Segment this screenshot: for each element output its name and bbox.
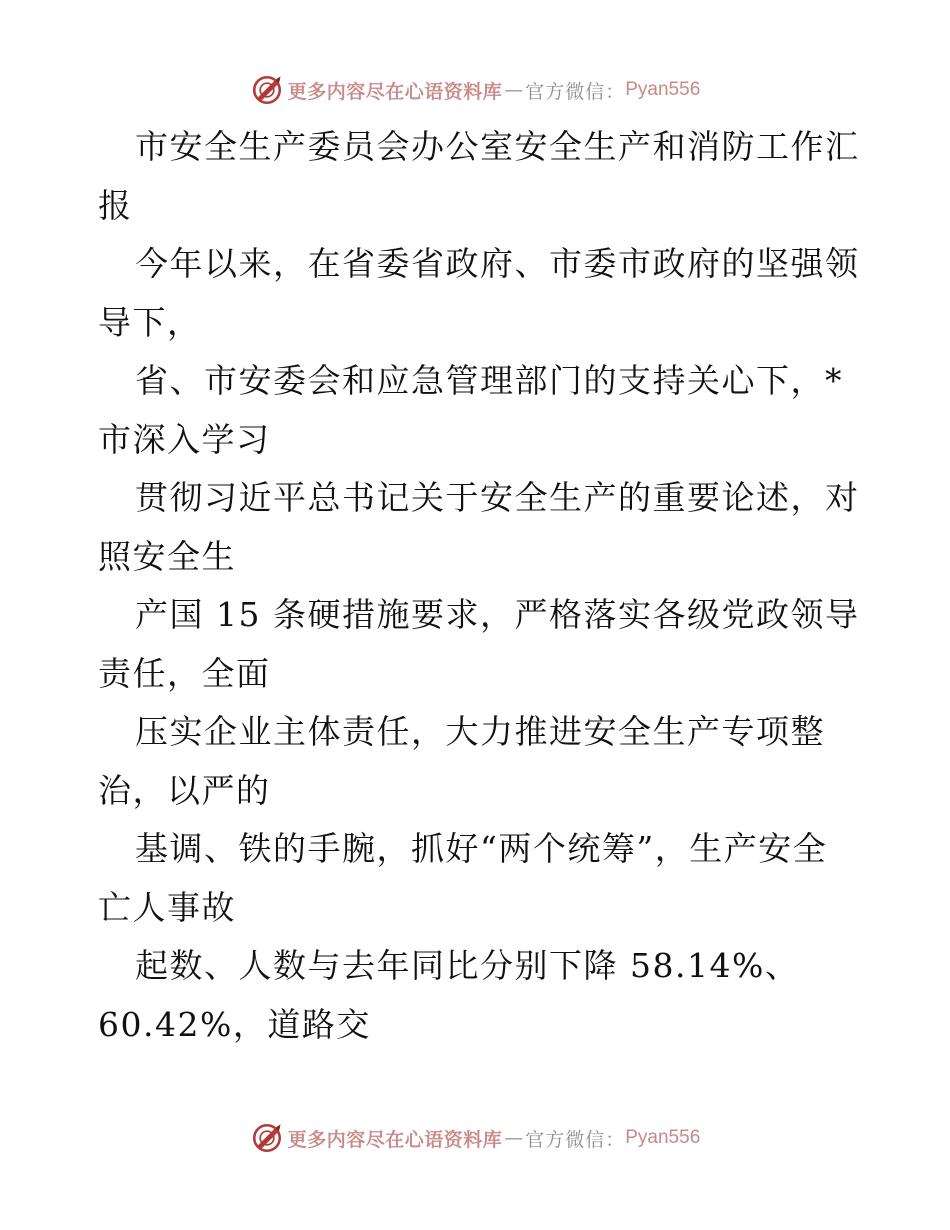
watermark-wechat-label: 官方微信： <box>525 1128 626 1151</box>
text-line: 市安全生产委员会办公室安全生产和消防工作汇 <box>135 127 860 166</box>
footer-watermark <box>0 1118 950 1158</box>
text-line: 省、市安委会和应急管理部门的支持关心下，* <box>135 361 843 400</box>
text-line: 市深入学习 <box>98 419 271 459</box>
watermark-wechat-id: Pyan556 <box>625 79 701 100</box>
text-line: 治，以严的 <box>98 770 271 810</box>
text-line: 产国 15 条硬措施要求，严格落实各级党政领导 <box>135 595 860 634</box>
text-line: 今年以来，在省委省政府、市委市政府的坚强领 <box>135 244 860 283</box>
watermark-site-text: 更多内容尽在心语资料库 <box>287 80 503 103</box>
text-line: 60.42%，道路交 <box>98 1004 371 1044</box>
ribbon-pen-logo-icon <box>250 1121 284 1155</box>
watermark-separator: — <box>504 79 524 101</box>
text-line: 照安全生 <box>98 536 236 576</box>
watermark-site-text: 更多内容尽在心语资料库 <box>287 1128 503 1151</box>
header-watermark <box>0 70 950 110</box>
text-line: 亡人事故 <box>98 887 236 927</box>
text-line: 贯彻习近平总书记关于安全生产的重要论述，对 <box>135 478 860 517</box>
text-line: 责任，全面 <box>98 653 271 693</box>
text-line: 导下， <box>98 302 202 342</box>
text-line: 报 <box>98 185 133 225</box>
watermark-separator: — <box>504 1127 524 1149</box>
text-line: 起数、人数与去年同比分别下降 58.14%、 <box>135 946 800 985</box>
ribbon-pen-logo-icon <box>250 73 284 107</box>
text-line: 基调、铁的手腕，抓好“两个统筹”，生产安全 <box>135 829 828 868</box>
document-body <box>98 118 858 1054</box>
text-line: 压实企业主体责任，大力推进安全生产专项整 <box>135 712 825 751</box>
watermark-wechat-label: 官方微信： <box>525 80 626 103</box>
watermark-wechat-id: Pyan556 <box>625 1127 701 1148</box>
